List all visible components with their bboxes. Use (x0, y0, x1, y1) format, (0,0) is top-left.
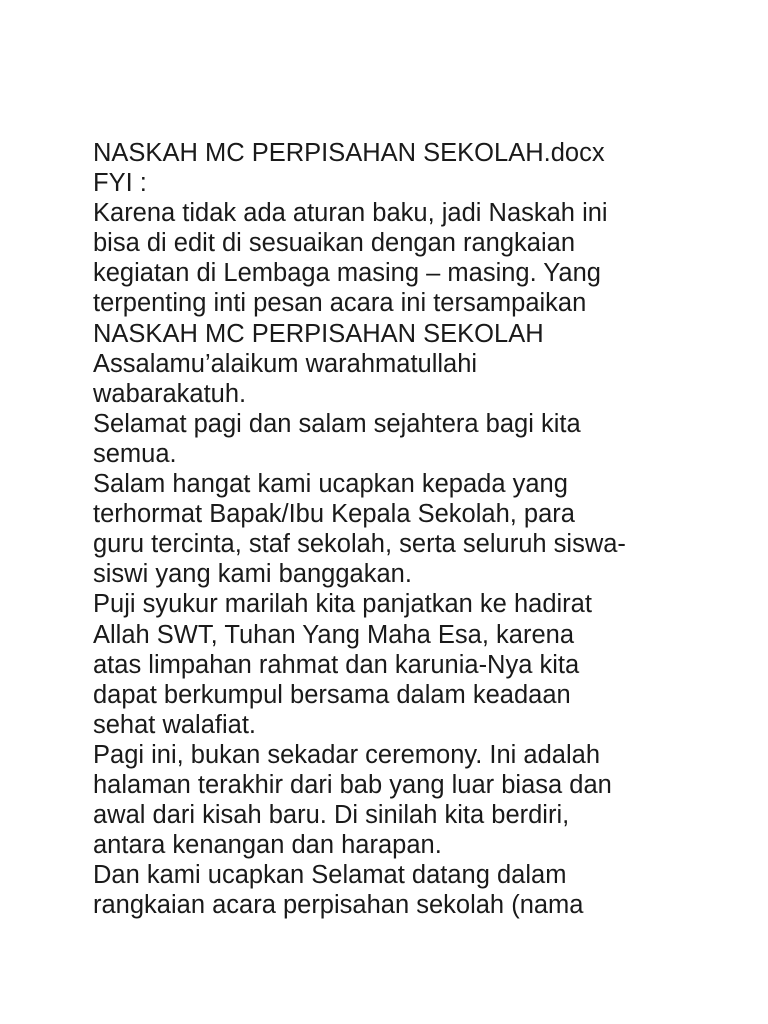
text-line: semua. (93, 439, 177, 468)
text-line: rangkaian acara perpisahan sekolah (nama (93, 891, 584, 920)
text-line: siswi yang kami banggakan. (93, 560, 412, 589)
paragraph (93, 860, 693, 920)
text-line: dapat berkumpul bersama dalam keadaan (93, 680, 571, 709)
text-line: Assalamu’alaikum warahmatullahi (93, 349, 478, 378)
paragraph (93, 168, 693, 198)
text-line: FYI : (93, 169, 147, 198)
text-line: Pagi ini, bukan sekadar ceremony. Ini adalah (93, 740, 600, 769)
text-line: antara kenangan dan harapan. (93, 831, 442, 860)
text-line: NASKAH MC PERPISAHAN SEKOLAH.docx (93, 139, 605, 167)
paragraph (93, 740, 693, 860)
text-line: awal dari kisah baru. Di sinilah kita berdiri, (93, 801, 570, 830)
document-title (93, 138, 693, 168)
text-line: sehat walafiat. (93, 710, 257, 739)
document-body (93, 168, 693, 920)
text-line: Karena tidak ada aturan baku, jadi Naskah ini (93, 199, 608, 228)
paragraph (93, 349, 693, 409)
text-line: Allah SWT, Tuhan Yang Maha Esa, karena (93, 620, 575, 649)
text-line: terpenting inti pesan acara ini tersampaikan (93, 289, 587, 318)
text-line: kegiatan di Lembaga masing – masing. Yang (93, 259, 601, 288)
text-line: wabarakatuh. (93, 379, 247, 408)
text-line: NASKAH MC PERPISAHAN SEKOLAH (93, 319, 544, 348)
document-page (93, 138, 693, 920)
paragraph (93, 319, 693, 349)
text-line: Puji syukur marilah kita panjatkan ke hadirat (93, 590, 592, 619)
text-line: Selamat pagi dan salam sejahtera bagi kita (93, 409, 581, 438)
paragraph (93, 198, 693, 318)
paragraph (93, 409, 693, 469)
text-line: Salam hangat kami ucapkan kepada yang (93, 470, 568, 499)
text-line: atas limpahan rahmat dan karunia-Nya kita (93, 650, 580, 679)
paragraph (93, 589, 693, 739)
text-line: terhormat Bapak/Ibu Kepala Sekolah, para (93, 500, 575, 529)
paragraph (93, 469, 693, 589)
text-line: guru tercinta, staf sekolah, serta seluruh siswa- (93, 530, 626, 559)
text-line: Dan kami ucapkan Selamat datang dalam (93, 861, 567, 890)
text-line: halaman terakhir dari bab yang luar biasa dan (93, 770, 612, 799)
text-line: bisa di edit di sesuaikan dengan rangkaian (93, 229, 576, 258)
